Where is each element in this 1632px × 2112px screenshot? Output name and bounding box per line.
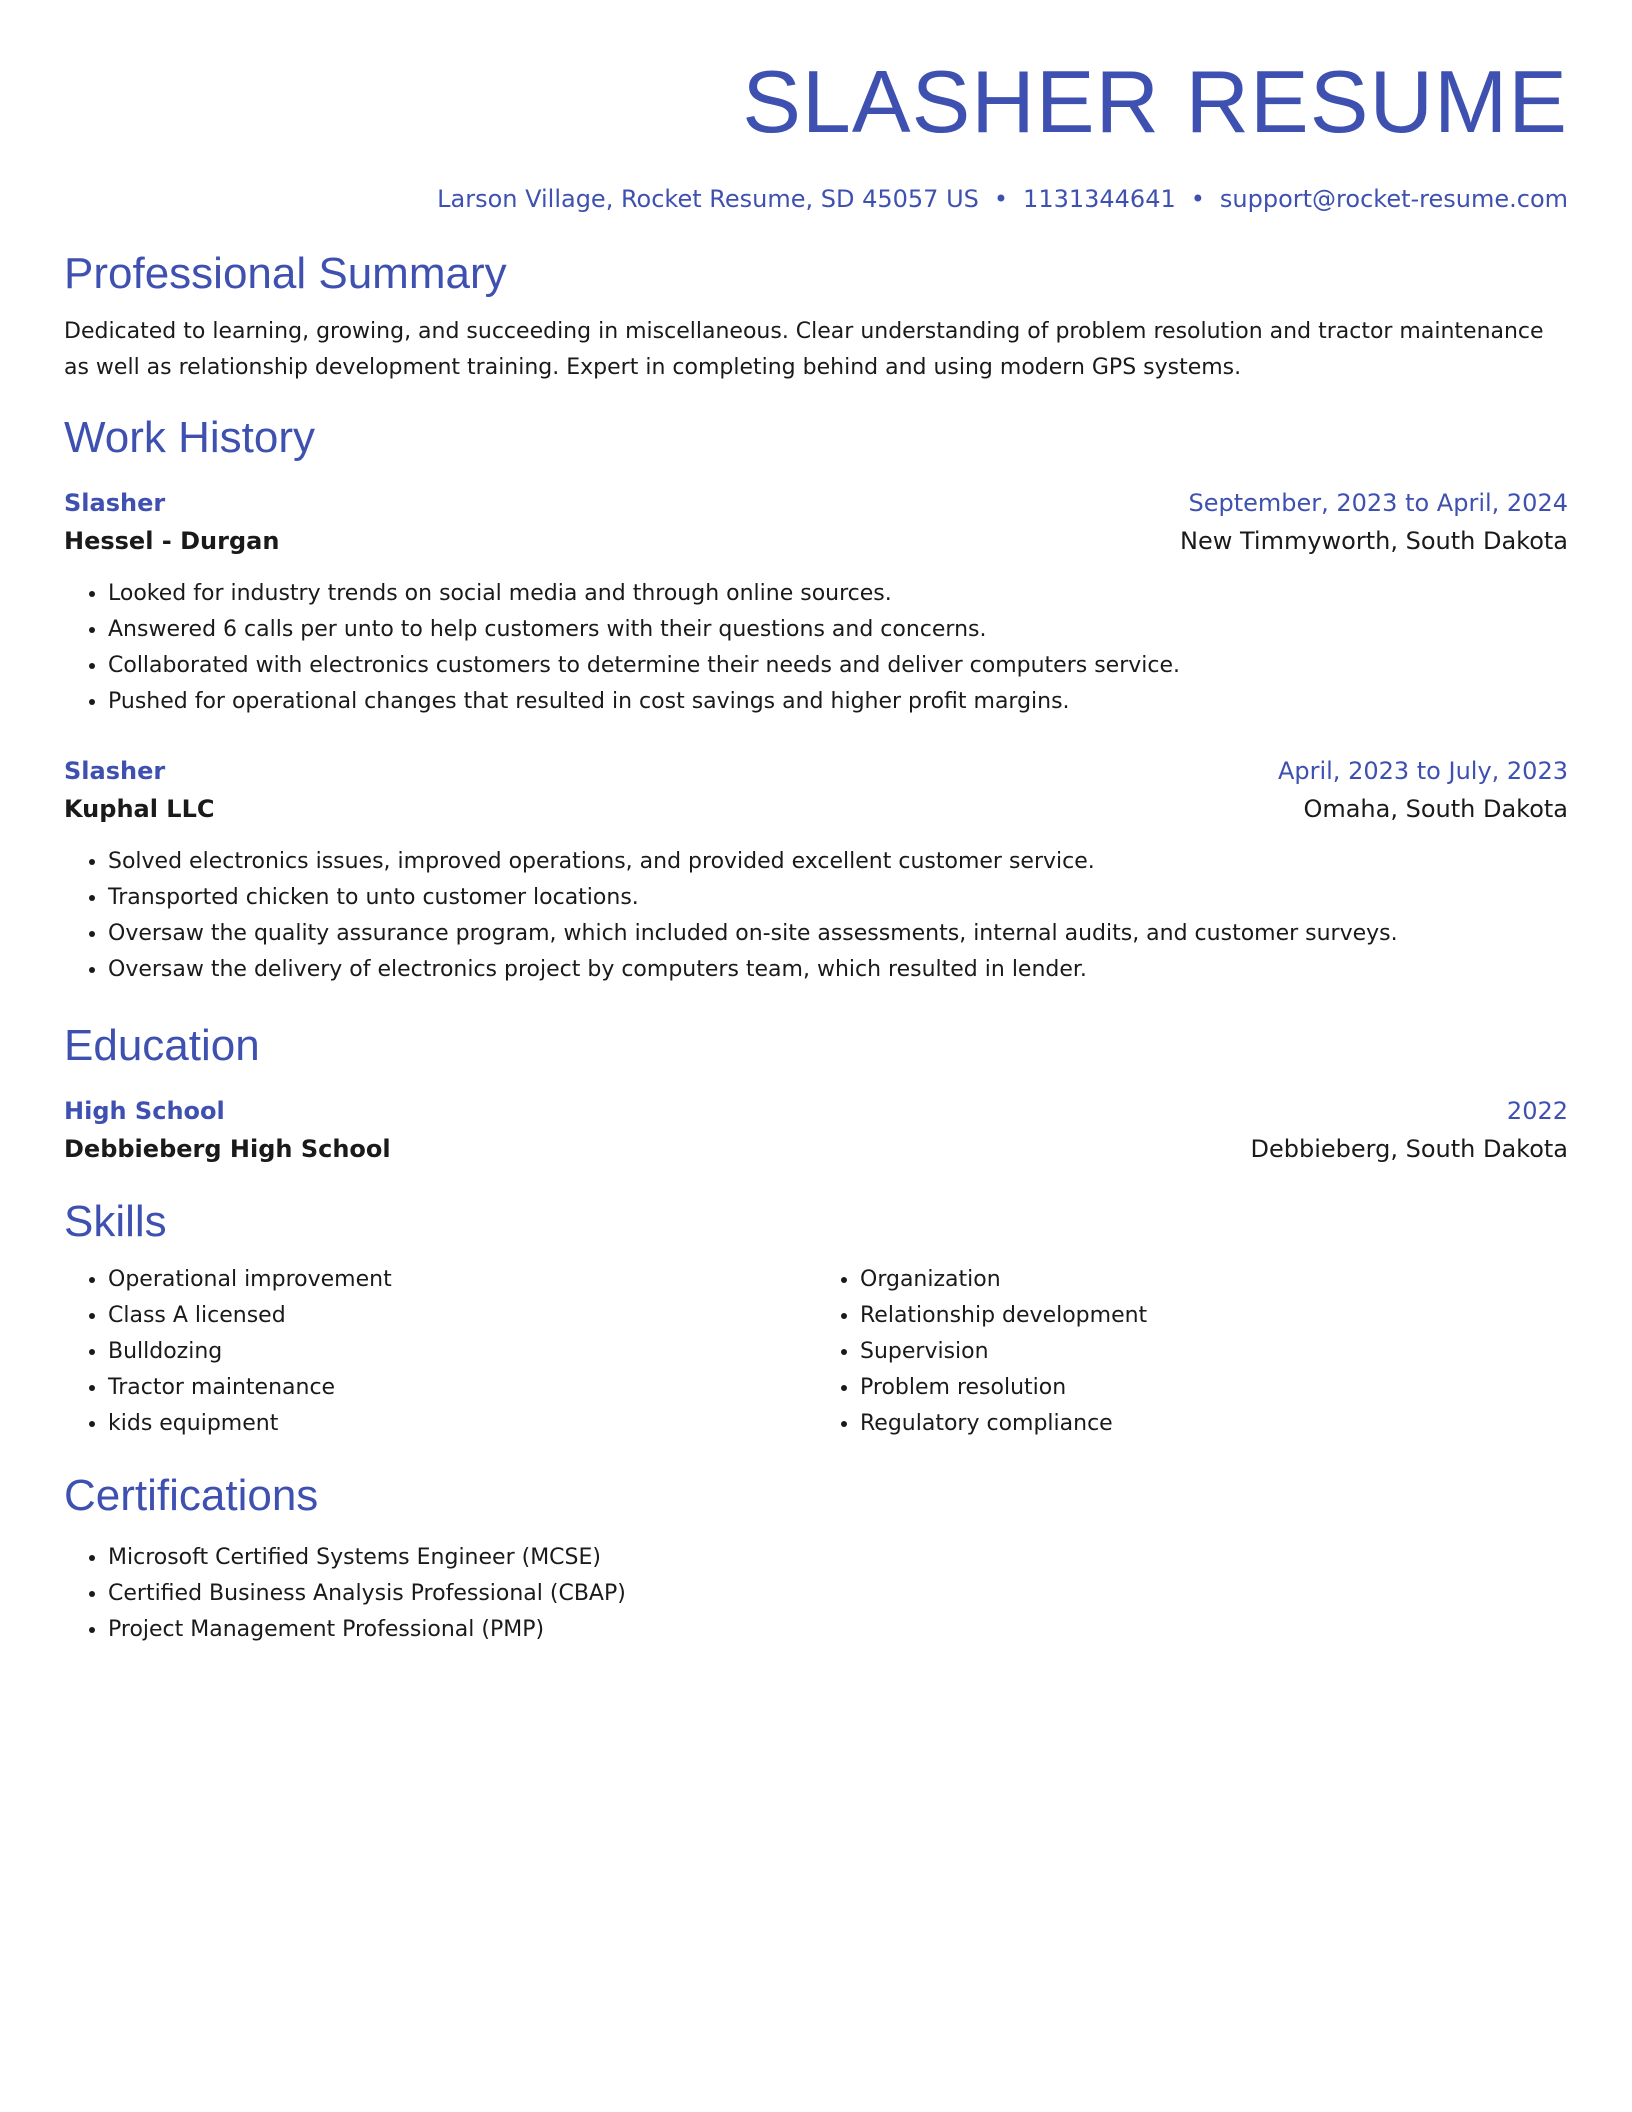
certification-item: • Project Management Professional (PMP) (108, 1612, 1568, 1648)
skill-item: • Class A licensed (108, 1298, 816, 1334)
job-entry (64, 752, 1568, 988)
skill-item: • Problem resolution (860, 1370, 1568, 1406)
education-heading: Education (64, 1021, 260, 1070)
job-bullet: • Collaborated with electronics customers to determine their needs and deliver computers service. (108, 648, 1568, 684)
job-bullets (64, 844, 1568, 988)
job-bullets (64, 576, 1568, 720)
summary-text: Dedicated to learning, growing, and succeeding in miscellaneous. Clear understanding of problem resolution and tractor maintenance as well as relationship development training. Expert in completing behind and using modern GPS systems. (64, 319, 1544, 380)
job-entry (64, 484, 1568, 720)
certification-item: • Microsoft Certified Systems Engineer (MCSE) (108, 1540, 1568, 1576)
job-bullet: • Answered 6 calls per unto to help customers with their questions and concerns. (108, 612, 1568, 648)
skill-item: • kids equipment (108, 1406, 816, 1442)
skill-item: • Relationship development (860, 1298, 1568, 1334)
skills-list-left (64, 1262, 816, 1442)
summary-section (64, 246, 1568, 386)
summary-heading: Professional Summary (64, 249, 507, 298)
education-year: 2022 (1506, 1097, 1568, 1125)
contact-separator: • (1190, 185, 1205, 213)
job-bullet: • Solved electronics issues, improved operations, and provided excellent customer service. (108, 844, 1568, 880)
job-title: Slasher (64, 489, 166, 517)
job-dates: April, 2023 to July, 2023 (1277, 757, 1568, 785)
resume-header (64, 50, 1568, 216)
education-degree: High School (64, 1097, 225, 1125)
skill-item: • Organization (860, 1262, 1568, 1298)
certifications-list (64, 1540, 1568, 1648)
job-bullet: • Pushed for operational changes that resulted in cost savings and higher profit margins. (108, 684, 1568, 720)
education-section (64, 1018, 1568, 1168)
skills-heading: Skills (64, 1197, 167, 1246)
skill-item: • Regulatory compliance (860, 1406, 1568, 1442)
contact-separator: • (993, 185, 1009, 213)
job-bullet: • Oversaw the quality assurance program, which included on-site assessments, internal audits, and customer surveys. (108, 916, 1568, 952)
skills-columns (64, 1262, 1568, 1442)
certifications-section (64, 1468, 1568, 1648)
certifications-heading: Certifications (64, 1471, 319, 1520)
certification-item: • Certified Business Analysis Professional (CBAP) (108, 1576, 1568, 1612)
skill-item: • Tractor maintenance (108, 1370, 816, 1406)
skill-item: • Bulldozing (108, 1334, 816, 1370)
job-bullet: • Oversaw the delivery of electronics project by computers team, which resulted in lender. (108, 952, 1568, 988)
education-location: Debbieberg, South Dakota (1250, 1135, 1568, 1163)
work-history-heading: Work History (64, 413, 315, 462)
skill-item: • Supervision (860, 1334, 1568, 1370)
job-title: Slasher (64, 757, 166, 785)
job-company: Kuphal LLC (64, 795, 215, 823)
job-bullet: • Looked for industry trends on social media and through online sources. (108, 576, 1568, 612)
skills-section (64, 1194, 1568, 1442)
job-company: Hessel - Durgan (64, 527, 280, 555)
skill-item: • Operational improvement (108, 1262, 816, 1298)
job-location: Omaha, South Dakota (1303, 795, 1568, 823)
job-dates: September, 2023 to April, 2024 (1188, 489, 1568, 517)
contact-phone: 1131344641 (1023, 185, 1176, 213)
contact-address: Larson Village, Rocket Resume, SD 45057 US (437, 185, 979, 213)
skills-list-right (816, 1262, 1568, 1442)
education-school: Debbieberg High School (64, 1135, 391, 1163)
education-entry (64, 1092, 1568, 1168)
contact-line (64, 182, 1568, 216)
work-history-section (64, 410, 1568, 988)
job-location: New Timmyworth, South Dakota (1180, 527, 1568, 555)
contact-email: support@rocket-resume.com (1219, 185, 1568, 213)
job-bullet: • Transported chicken to unto customer locations. (108, 880, 1568, 916)
candidate-name: SLASHER RESUME (742, 52, 1568, 151)
